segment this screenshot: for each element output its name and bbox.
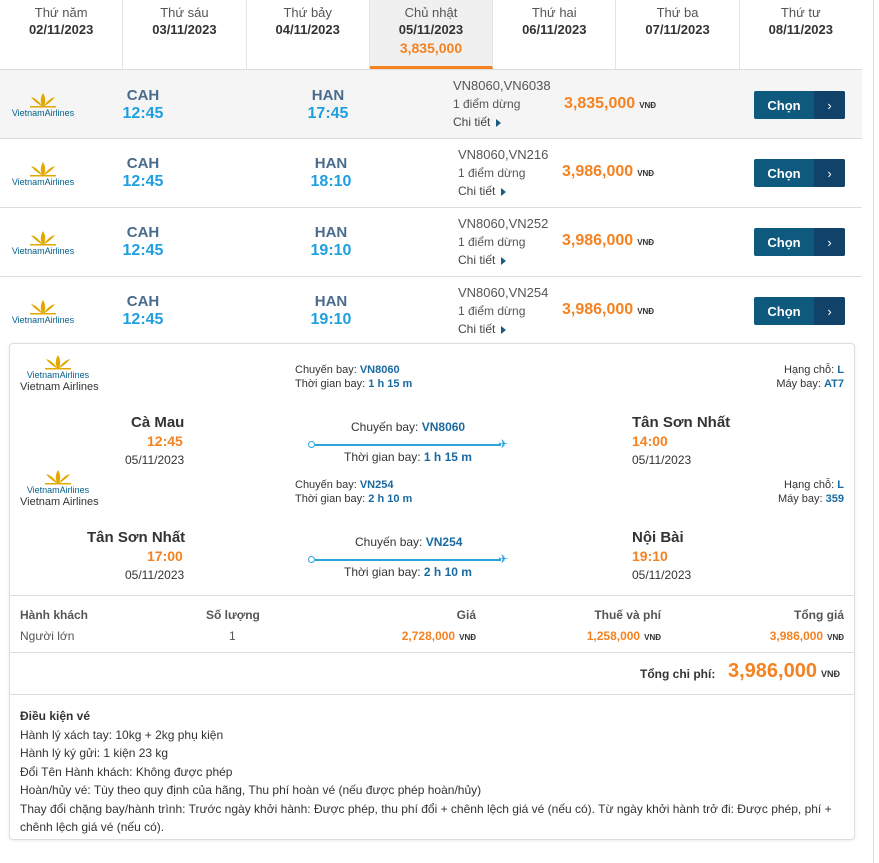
route-start-dot — [308, 441, 315, 448]
arrival-time: 19:10 — [310, 311, 352, 328]
arrival — [296, 293, 366, 329]
flight-info — [458, 215, 548, 269]
date-weekday: Thứ ba — [656, 5, 699, 20]
duration-label: Thời gian bay: — [295, 493, 366, 505]
airline-logo-text: VietnamAirlines — [11, 177, 75, 187]
select-flight-button[interactable] — [754, 228, 845, 256]
flight-info — [458, 146, 548, 200]
select-label: Chọn — [767, 303, 801, 319]
flight-price — [562, 232, 654, 250]
tax-fee — [587, 629, 661, 643]
duration: 2 h 10 m — [423, 565, 472, 579]
col-passenger: Hành khách — [20, 608, 89, 622]
condition-line: Hoàn/hủy vé: Tùy theo quy định của hãng, Thu phí hoàn vé (nếu được phép hoàn/hủy) — [20, 783, 482, 797]
currency: VNĐ — [644, 633, 661, 642]
duration-label: Thời gian bay: — [344, 565, 421, 579]
detail-label: Chi tiết — [458, 253, 496, 267]
stops: 1 điểm dừng — [458, 235, 526, 249]
destination-date: 05/11/2023 — [632, 453, 692, 467]
segment-class-info — [776, 363, 844, 391]
date-selector — [0, 0, 862, 70]
departure-code: CAH — [126, 155, 160, 172]
select-label: Chọn — [767, 165, 801, 181]
arrival-time: 18:10 — [310, 173, 352, 190]
date-weekday: Thứ năm — [34, 5, 88, 20]
col-tax: Thuế và phí — [594, 608, 661, 622]
flight-number: VN254 — [359, 479, 394, 491]
flight-number: VN8060,VN6038 — [453, 78, 551, 93]
date-value: 03/11/2023 — [152, 22, 217, 37]
currency: VNĐ — [637, 169, 655, 178]
lotus-icon — [43, 469, 73, 485]
row-total-value: 3,986,000 — [769, 629, 824, 643]
chevron-right-icon: › — [814, 159, 845, 187]
passenger-type: Người lớn — [20, 629, 75, 643]
flight-label: Chuyến bay: — [295, 479, 357, 491]
departure — [108, 87, 178, 123]
airline-logo-text: VietnamAirlines — [11, 108, 75, 118]
lotus-icon — [28, 299, 58, 315]
caret-right-icon — [501, 326, 506, 334]
currency: VNĐ — [637, 238, 655, 247]
route-line — [315, 444, 501, 446]
aircraft-label: Máy bay: — [777, 493, 823, 505]
vietnam-airlines-logo — [8, 299, 78, 327]
destination-date: 05/11/2023 — [632, 568, 692, 582]
date-weekday: Thứ tư — [780, 5, 821, 20]
arrival-time: 17:45 — [307, 105, 349, 122]
select-flight-button[interactable] — [754, 297, 845, 325]
date-tab[interactable] — [247, 0, 370, 69]
origin-date: 05/11/2023 — [125, 453, 185, 467]
select-flight-button[interactable] — [754, 159, 845, 187]
arrival-time: 19:10 — [310, 242, 352, 259]
duration: 1 h 15 m — [368, 378, 413, 390]
flight-label: Chuyến bay: — [351, 420, 419, 434]
route-duration — [344, 450, 472, 464]
vietnam-airlines-logo — [8, 230, 78, 258]
departure-code: CAH — [126, 87, 160, 104]
row-total — [770, 629, 844, 643]
date-tab[interactable] — [616, 0, 739, 69]
flight-price — [562, 301, 654, 319]
detail-label: Chi tiết — [458, 184, 496, 198]
price-value: 3,986,000 — [562, 301, 634, 318]
divider — [10, 694, 854, 695]
lotus-icon — [28, 161, 58, 177]
arrival-code: HAN — [311, 87, 345, 104]
divider — [10, 652, 854, 653]
date-weekday: Chủ nhật — [404, 5, 458, 20]
flight-row[interactable] — [0, 70, 862, 139]
aircraft-label: Máy bay: — [776, 378, 821, 390]
arrival-code: HAN — [314, 155, 348, 172]
airline-name: Vietnam Airlines — [20, 381, 99, 393]
segment-airline — [20, 354, 99, 393]
date-value: 07/11/2023 — [645, 22, 710, 37]
currency: VNĐ — [637, 307, 655, 316]
price-value: 3,835,000 — [564, 95, 636, 112]
airline-logo-text: VietnamAirlines — [26, 485, 90, 495]
airline-logo-text: VietnamAirlines — [11, 246, 75, 256]
condition-line: Hành lý ký gửi: 1 kiện 23 kg — [20, 746, 169, 760]
flight-info — [458, 284, 548, 338]
date-lowest-price: 3,835,000 — [399, 40, 463, 56]
segment-airline — [20, 469, 99, 508]
date-weekday: Thứ bảy — [283, 5, 332, 20]
flight-price — [562, 163, 654, 181]
caret-right-icon — [501, 257, 506, 265]
chevron-right-icon: › — [814, 228, 845, 256]
origin-place: Tân Sơn Nhất — [87, 529, 186, 546]
duration: 2 h 10 m — [368, 493, 413, 505]
detail-link[interactable] — [453, 113, 551, 131]
date-tab[interactable] — [0, 0, 123, 69]
stops: 1 điểm dừng — [458, 304, 526, 318]
scrollbar[interactable] — [873, 0, 879, 863]
origin-time: 17:00 — [147, 548, 183, 564]
airline-logo-text: VietnamAirlines — [11, 315, 75, 325]
departure — [108, 293, 178, 329]
aircraft-value: AT7 — [824, 378, 844, 390]
total-cost — [728, 660, 840, 683]
flight-row[interactable] — [0, 277, 862, 346]
ticket-conditions — [20, 707, 840, 837]
airline-logo-text: VietnamAirlines — [26, 370, 90, 380]
base-price — [402, 629, 476, 643]
detail-link[interactable] — [458, 251, 548, 269]
detail-link[interactable] — [458, 182, 548, 200]
destination-place: Tân Sơn Nhất — [632, 414, 731, 431]
condition-line: Hành lý xách tay: 10kg + 2kg phụ kiện — [20, 727, 224, 742]
flight-row[interactable] — [0, 208, 862, 277]
date-weekday: Thứ sáu — [160, 5, 209, 20]
vietnam-airlines-logo — [20, 354, 96, 380]
price-value: 3,986,000 — [562, 163, 634, 180]
detail-link[interactable] — [458, 320, 548, 338]
vietnam-airlines-logo — [8, 92, 78, 120]
departure-time: 12:45 — [122, 311, 164, 328]
flight-label: Chuyến bay: — [355, 535, 423, 549]
departure-time: 12:45 — [122, 105, 164, 122]
date-value: 04/11/2023 — [275, 22, 340, 37]
flight-number: VN8060,VN252 — [458, 216, 549, 231]
class-label: Hạng chỗ: — [784, 479, 835, 491]
date-tab-selected[interactable] — [370, 0, 493, 69]
condition-line: Đổi Tên Hành khách: Không được phép — [20, 764, 233, 779]
flight-detail-panel — [9, 343, 855, 840]
date-value: 02/11/2023 — [28, 22, 94, 37]
flight-number: VN8060,VN254 — [458, 285, 549, 300]
arrival — [296, 155, 366, 191]
departure — [108, 224, 178, 260]
date-weekday: Thứ hai — [531, 5, 577, 20]
price-value: 3,986,000 — [562, 232, 634, 249]
arrival-code: HAN — [314, 293, 348, 310]
caret-right-icon — [496, 119, 501, 127]
duration-label: Thời gian bay: — [344, 450, 421, 464]
flight-number: VN8060 — [359, 364, 400, 376]
route-line — [315, 559, 501, 561]
passenger-qty: 1 — [229, 629, 236, 643]
select-label: Chọn — [767, 234, 801, 250]
departure-code: CAH — [126, 224, 160, 241]
vietnam-airlines-logo — [20, 469, 96, 495]
flight-price — [564, 95, 656, 113]
total-cost-label: Tổng chi phí: — [640, 667, 716, 681]
destination-time: 19:10 — [632, 548, 668, 564]
tax-fee-value: 1,258,000 — [586, 629, 641, 643]
lotus-icon — [28, 230, 58, 246]
divider — [10, 595, 854, 596]
detail-label: Chi tiết — [458, 322, 496, 336]
date-tab[interactable] — [493, 0, 616, 69]
class-label: Hạng chỗ: — [784, 364, 835, 376]
aircraft-value: 359 — [825, 493, 844, 505]
select-flight-button[interactable] — [754, 91, 845, 119]
stops: 1 điểm dừng — [458, 166, 526, 180]
origin-date: 05/11/2023 — [125, 568, 185, 582]
plane-icon: ✈ — [498, 552, 509, 566]
chevron-right-icon: › — [814, 91, 845, 119]
arrival — [293, 87, 363, 123]
destination-place: Nội Bài — [632, 529, 684, 546]
plane-icon: ✈ — [498, 437, 509, 451]
airline-name: Vietnam Airlines — [20, 496, 99, 508]
chevron-right-icon: › — [814, 297, 845, 325]
currency: VNĐ — [827, 633, 844, 642]
flight-row[interactable] — [0, 139, 862, 208]
route-flight — [351, 420, 465, 434]
arrival-code: HAN — [314, 224, 348, 241]
conditions-title: Điều kiện vé — [20, 709, 91, 723]
currency: VNĐ — [820, 669, 840, 679]
lotus-icon — [43, 354, 73, 370]
class-value: L — [837, 479, 844, 491]
date-value: 06/11/2023 — [522, 22, 587, 37]
col-total: Tổng giá — [794, 608, 844, 622]
detail-label: Chi tiết — [453, 115, 491, 129]
segment-class-info — [778, 478, 844, 506]
destination-time: 14:00 — [632, 433, 668, 449]
condition-line: Thay đổi chặng bay/hành trình: Trước ngày khởi hành: Được phép, thu phí đổi + chênh lệch giá vé (nếu có). Từ ngày khởi hành trở đi: Được phép, phí + chênh lệch giá vé (nếu có). — [20, 801, 832, 834]
flight-label: Chuyến bay: — [295, 364, 357, 376]
segment-summary — [295, 363, 412, 391]
departure-time: 12:45 — [122, 173, 164, 190]
flight-number: VN8060 — [421, 420, 466, 434]
flight-number: VN254 — [425, 535, 463, 549]
duration: 1 h 15 m — [423, 450, 472, 464]
total-cost-value: 3,986,000 — [728, 660, 817, 682]
origin-time: 12:45 — [147, 433, 183, 449]
date-value: 05/11/2023 — [398, 22, 464, 37]
vietnam-airlines-logo — [8, 161, 78, 189]
stops: 1 điểm dừng — [453, 97, 521, 111]
date-tab[interactable] — [740, 0, 862, 69]
route-flight — [355, 535, 462, 549]
base-price-value: 2,728,000 — [401, 629, 456, 643]
currency: VNĐ — [459, 633, 476, 642]
class-value: L — [837, 364, 844, 376]
flight-info — [453, 77, 551, 131]
arrival — [296, 224, 366, 260]
departure-time: 12:45 — [122, 242, 164, 259]
departure — [108, 155, 178, 191]
flight-number: VN8060,VN216 — [458, 147, 549, 162]
date-value: 08/11/2023 — [768, 22, 833, 37]
currency: VNĐ — [639, 101, 657, 110]
lotus-icon — [28, 92, 58, 108]
col-quantity: Số lượng — [206, 608, 260, 622]
route-start-dot — [308, 556, 315, 563]
col-price: Giá — [456, 608, 476, 622]
route-duration — [344, 565, 472, 579]
date-tab[interactable] — [123, 0, 246, 69]
segment-summary — [295, 478, 412, 506]
caret-right-icon — [501, 188, 506, 196]
origin-place: Cà Mau — [131, 414, 185, 431]
duration-label: Thời gian bay: — [295, 378, 366, 390]
departure-code: CAH — [126, 293, 160, 310]
select-label: Chọn — [767, 97, 801, 113]
